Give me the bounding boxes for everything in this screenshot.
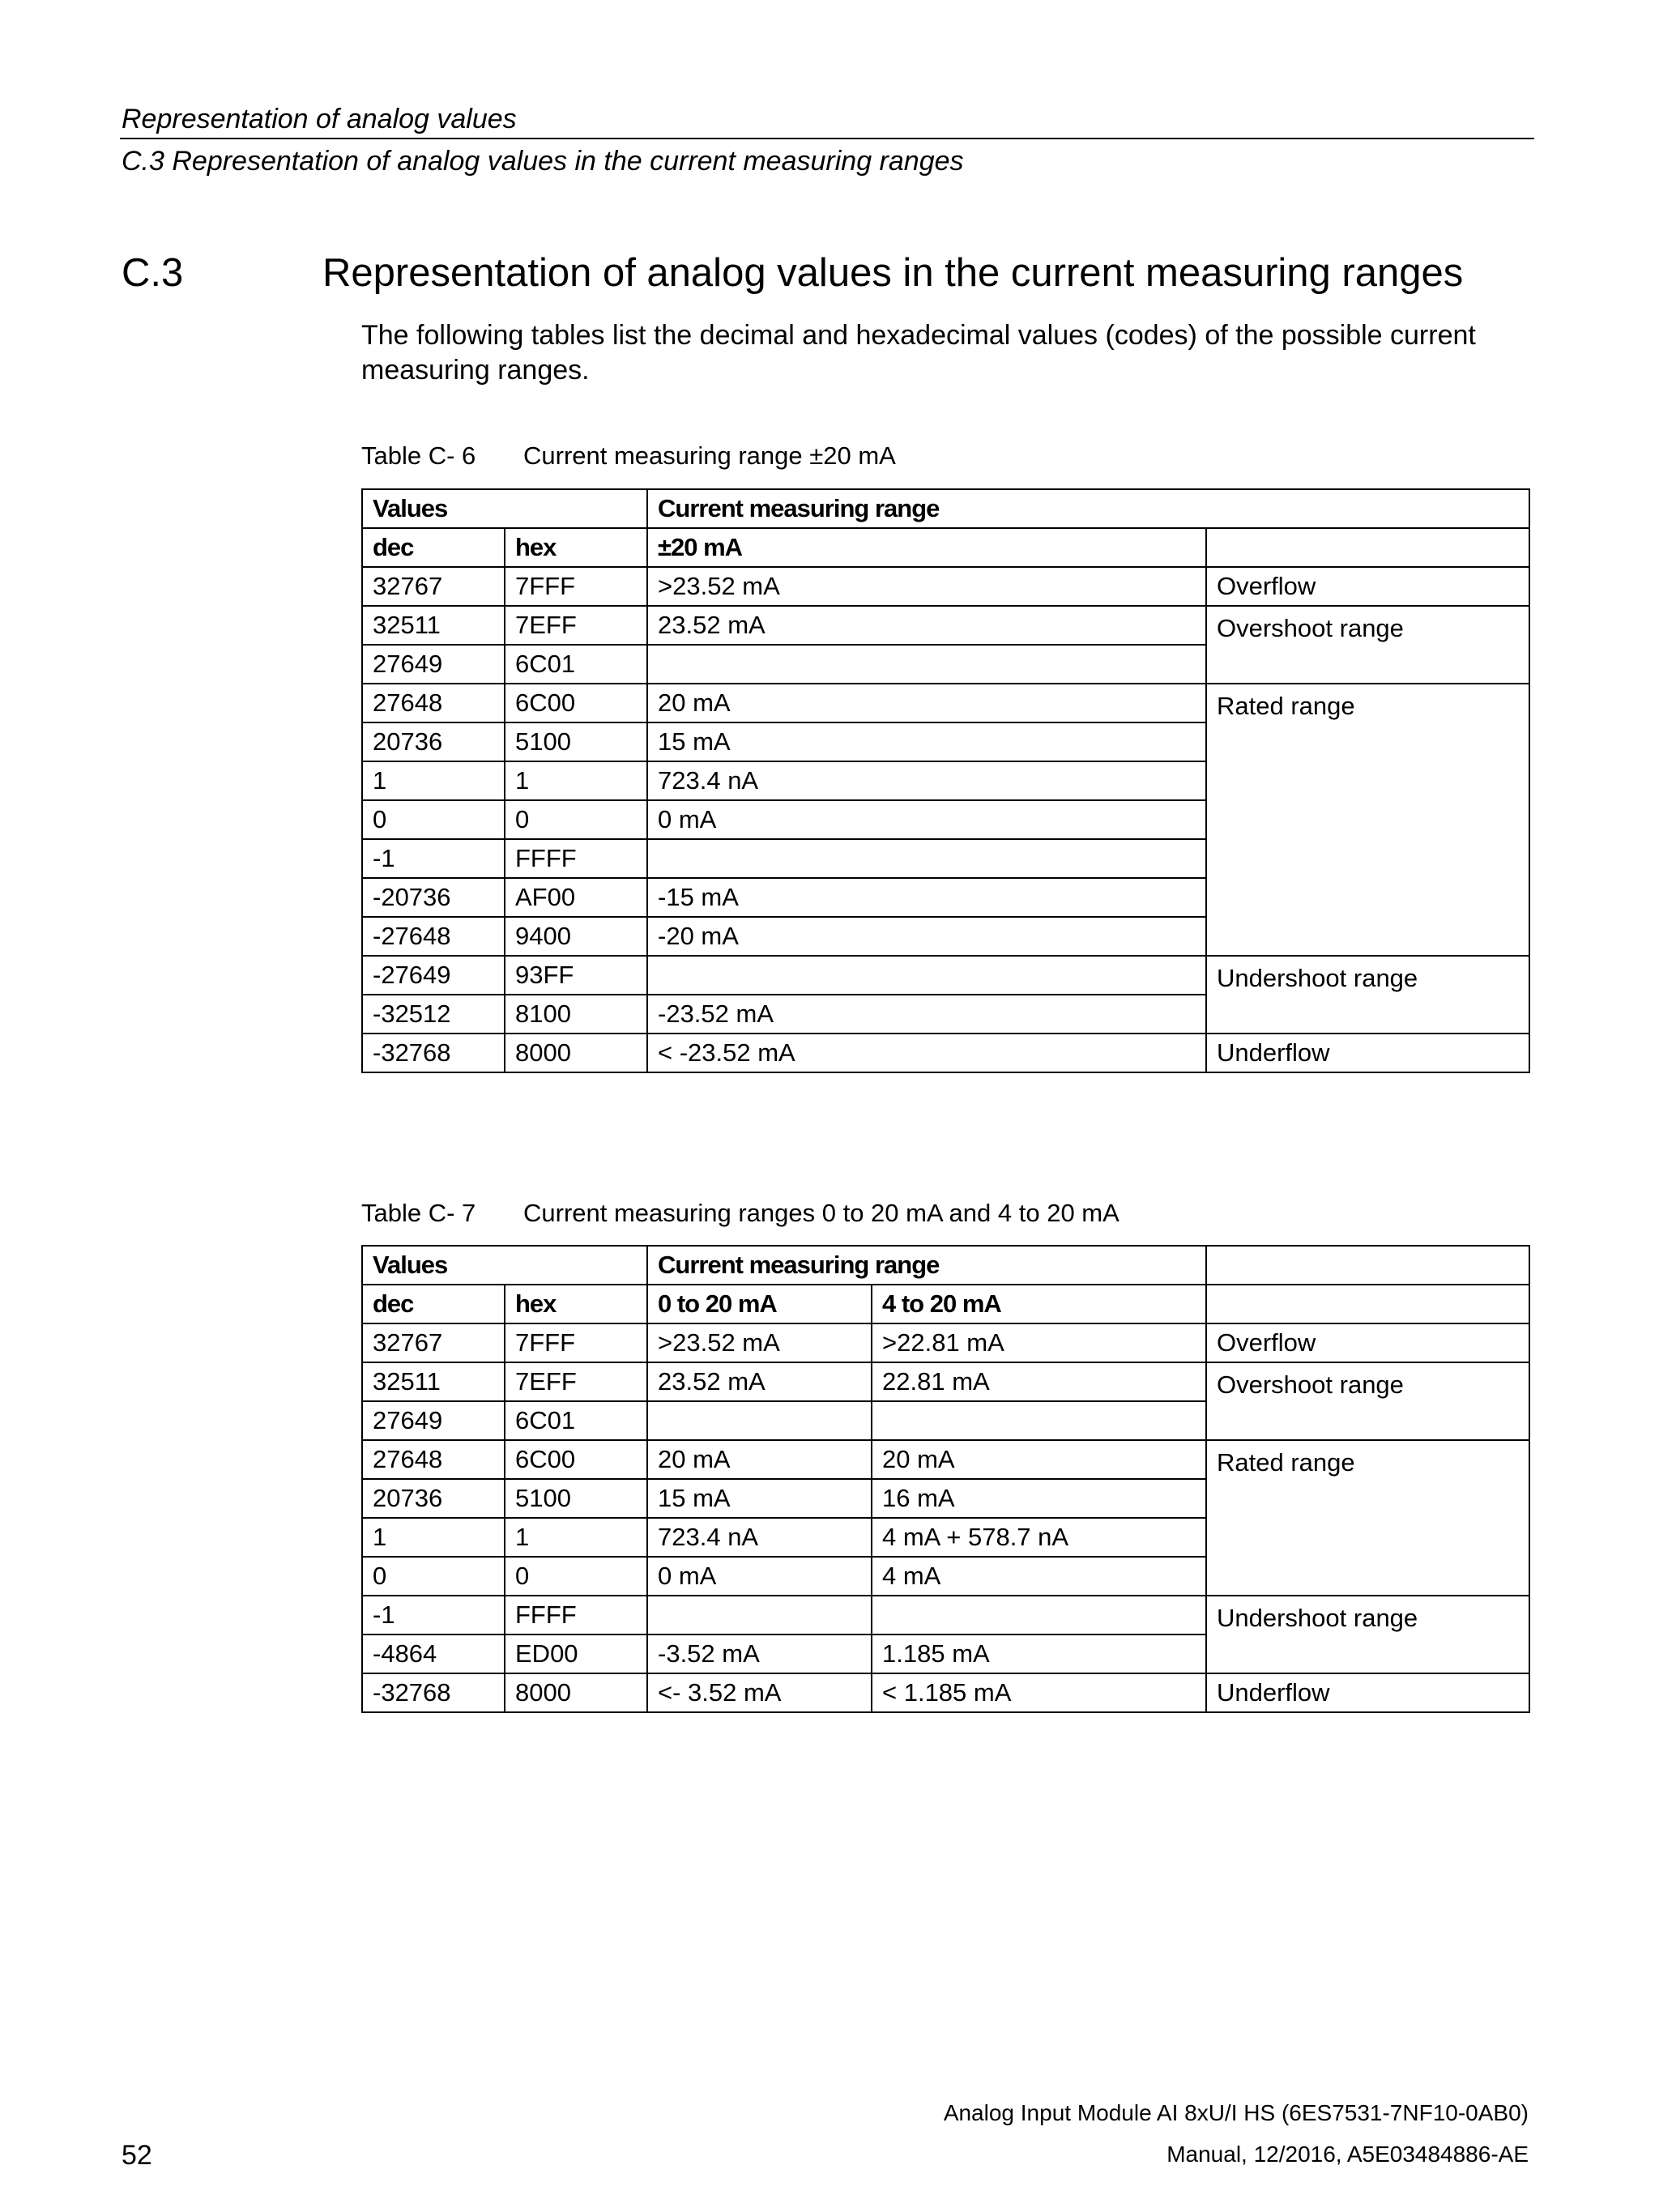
header-hex: hex xyxy=(505,528,647,567)
cell-dec: -32512 xyxy=(362,995,505,1034)
cell-range-underflow: Underflow xyxy=(1206,1034,1529,1072)
cell-hex: 5100 xyxy=(505,1479,647,1518)
table-c7-caption-label: Table C- 7 xyxy=(361,1199,476,1227)
cell-dec: 0 xyxy=(362,800,505,839)
cell-dec: 32767 xyxy=(362,1323,505,1362)
table-row xyxy=(362,606,1529,645)
table-row xyxy=(362,1285,1529,1323)
cell-dec: 27648 xyxy=(362,684,505,722)
cell-hex: 8000 xyxy=(505,1673,647,1712)
table-c7 xyxy=(361,1245,1530,1713)
cell-value xyxy=(647,645,1206,684)
cell-dec: 32511 xyxy=(362,1362,505,1401)
header-empty-cell xyxy=(1206,1246,1529,1285)
cell-range-undershoot: Undershoot range xyxy=(1206,956,1529,1034)
header-current-measuring-range: Current measuring range xyxy=(647,489,1529,528)
cell-value: -20 mA xyxy=(647,917,1206,956)
cell-hex: 5100 xyxy=(505,722,647,761)
cell-value: 20 mA xyxy=(647,684,1206,722)
cell-value: -23.52 mA xyxy=(647,995,1206,1034)
cell-hex: 6C00 xyxy=(505,1440,647,1479)
header-empty-cell xyxy=(1206,528,1529,567)
cell-dec: 27649 xyxy=(362,645,505,684)
cell-dec: 0 xyxy=(362,1557,505,1596)
table-row xyxy=(362,1596,1529,1634)
header-empty-cell xyxy=(1206,1285,1529,1323)
cell-dec: 1 xyxy=(362,1518,505,1557)
cell-hex: ED00 xyxy=(505,1634,647,1673)
cell-hex: FFFF xyxy=(505,839,647,878)
cell-value-0-20: 723.4 nA xyxy=(647,1518,872,1557)
cell-value-4-20: 1.185 mA xyxy=(872,1634,1206,1673)
cell-value-4-20: 4 mA xyxy=(872,1557,1206,1596)
table-row xyxy=(362,956,1529,995)
cell-value-0-20: 0 mA xyxy=(647,1557,872,1596)
cell-hex: 9400 xyxy=(505,917,647,956)
footer-product: Analog Input Module AI 8xU/I HS (6ES7531-7NF10-0AB0) xyxy=(943,2100,1529,2125)
cell-value-0-20: -3.52 mA xyxy=(647,1634,872,1673)
table-c7-caption-text: Current measuring ranges 0 to 20 mA and 4 to 20 mA xyxy=(523,1199,1120,1227)
cell-hex: 7EFF xyxy=(505,1362,647,1401)
cell-value-4-20: 20 mA xyxy=(872,1440,1206,1479)
cell-value-0-20: <- 3.52 mA xyxy=(647,1673,872,1712)
cell-value-4-20 xyxy=(872,1596,1206,1634)
cell-value: -15 mA xyxy=(647,878,1206,917)
header-rule xyxy=(120,138,1534,139)
header-dec: dec xyxy=(362,1285,505,1323)
header-range-4-20ma: 4 to 20 mA xyxy=(872,1285,1206,1323)
cell-value-0-20: 20 mA xyxy=(647,1440,872,1479)
table-row xyxy=(362,684,1529,722)
cell-hex: 8000 xyxy=(505,1034,647,1072)
cell-value-4-20: 4 mA + 578.7 nA xyxy=(872,1518,1206,1557)
cell-hex: 7EFF xyxy=(505,606,647,645)
header-hex: hex xyxy=(505,1285,647,1323)
cell-range-undershoot: Undershoot range xyxy=(1206,1596,1529,1673)
cell-value-0-20 xyxy=(647,1596,872,1634)
cell-range-overflow: Overflow xyxy=(1206,567,1529,606)
table-row xyxy=(362,1440,1529,1479)
table-row xyxy=(362,1323,1529,1362)
cell-value-0-20: 15 mA xyxy=(647,1479,872,1518)
table-row xyxy=(362,567,1529,606)
header-range-pm20ma: ±20 mA xyxy=(647,528,1206,567)
cell-value-0-20: 23.52 mA xyxy=(647,1362,872,1401)
cell-dec: -4864 xyxy=(362,1634,505,1673)
cell-hex: 1 xyxy=(505,761,647,800)
cell-hex: 93FF xyxy=(505,956,647,995)
cell-value-4-20: >22.81 mA xyxy=(872,1323,1206,1362)
section-title: Representation of analog values in the current measuring ranges xyxy=(322,251,1464,295)
cell-value: 0 mA xyxy=(647,800,1206,839)
cell-value: 723.4 nA xyxy=(647,761,1206,800)
header-values: Values xyxy=(362,1246,647,1285)
cell-dec: -1 xyxy=(362,1596,505,1634)
intro-paragraph: The following tables list the decimal and hexadecimal values (codes) of the possible current measuring ranges. xyxy=(361,320,1476,386)
cell-value-0-20 xyxy=(647,1401,872,1440)
cell-hex: AF00 xyxy=(505,878,647,917)
header-dec: dec xyxy=(362,528,505,567)
cell-dec: -32768 xyxy=(362,1673,505,1712)
cell-dec: -20736 xyxy=(362,878,505,917)
cell-hex: 1 xyxy=(505,1518,647,1557)
table-row xyxy=(362,1034,1529,1072)
cell-dec: 20736 xyxy=(362,1479,505,1518)
cell-range-overshoot: Overshoot range xyxy=(1206,1362,1529,1440)
table-c6 xyxy=(361,488,1530,1073)
header-values: Values xyxy=(362,489,647,528)
cell-dec: -27648 xyxy=(362,917,505,956)
cell-value: 23.52 mA xyxy=(647,606,1206,645)
cell-range-overflow: Overflow xyxy=(1206,1323,1529,1362)
table-c7-caption xyxy=(361,1200,1120,1225)
table-row xyxy=(362,489,1529,528)
section-number: C.3 xyxy=(122,251,184,295)
cell-dec: 1 xyxy=(362,761,505,800)
running-header-section: C.3 Representation of analog values in the current measuring ranges xyxy=(122,146,964,177)
footer-manual: Manual, 12/2016, A5E03484886-AE xyxy=(1166,2142,1529,2167)
cell-range-rated: Rated range xyxy=(1206,1440,1529,1596)
cell-value xyxy=(647,839,1206,878)
cell-hex: 0 xyxy=(505,800,647,839)
table-c6-caption-text: Current measuring range ±20 mA xyxy=(523,441,896,470)
cell-value-4-20: 16 mA xyxy=(872,1479,1206,1518)
cell-range-underflow: Underflow xyxy=(1206,1673,1529,1712)
cell-hex: 7FFF xyxy=(505,1323,647,1362)
table-row xyxy=(362,1246,1529,1285)
cell-hex: FFFF xyxy=(505,1596,647,1634)
cell-dec: 27649 xyxy=(362,1401,505,1440)
cell-dec: 27648 xyxy=(362,1440,505,1479)
cell-range-rated: Rated range xyxy=(1206,684,1529,956)
table-row xyxy=(362,528,1529,567)
cell-dec: -1 xyxy=(362,839,505,878)
cell-value-0-20: >23.52 mA xyxy=(647,1323,872,1362)
cell-value-4-20: < 1.185 mA xyxy=(872,1673,1206,1712)
table-c6-caption xyxy=(361,443,896,468)
cell-value: 15 mA xyxy=(647,722,1206,761)
cell-hex: 6C01 xyxy=(505,645,647,684)
table-c6-caption-label: Table C- 6 xyxy=(361,441,476,470)
table-row xyxy=(362,1362,1529,1401)
cell-value xyxy=(647,956,1206,995)
cell-value: >23.52 mA xyxy=(647,567,1206,606)
cell-hex: 7FFF xyxy=(505,567,647,606)
header-range-0-20ma: 0 to 20 mA xyxy=(647,1285,872,1323)
page-number: 52 xyxy=(122,2140,152,2171)
cell-hex: 6C01 xyxy=(505,1401,647,1440)
header-current-measuring-range: Current measuring range xyxy=(647,1246,1206,1285)
table-row xyxy=(362,1673,1529,1712)
cell-hex: 6C00 xyxy=(505,684,647,722)
cell-dec: -27649 xyxy=(362,956,505,995)
running-header-chapter: Representation of analog values xyxy=(122,104,517,134)
cell-dec: 32511 xyxy=(362,606,505,645)
cell-dec: 32767 xyxy=(362,567,505,606)
cell-range-overshoot: Overshoot range xyxy=(1206,606,1529,684)
cell-value-4-20: 22.81 mA xyxy=(872,1362,1206,1401)
cell-hex: 8100 xyxy=(505,995,647,1034)
cell-hex: 0 xyxy=(505,1557,647,1596)
cell-dec: -32768 xyxy=(362,1034,505,1072)
cell-dec: 20736 xyxy=(362,722,505,761)
cell-value: < -23.52 mA xyxy=(647,1034,1206,1072)
cell-value-4-20 xyxy=(872,1401,1206,1440)
